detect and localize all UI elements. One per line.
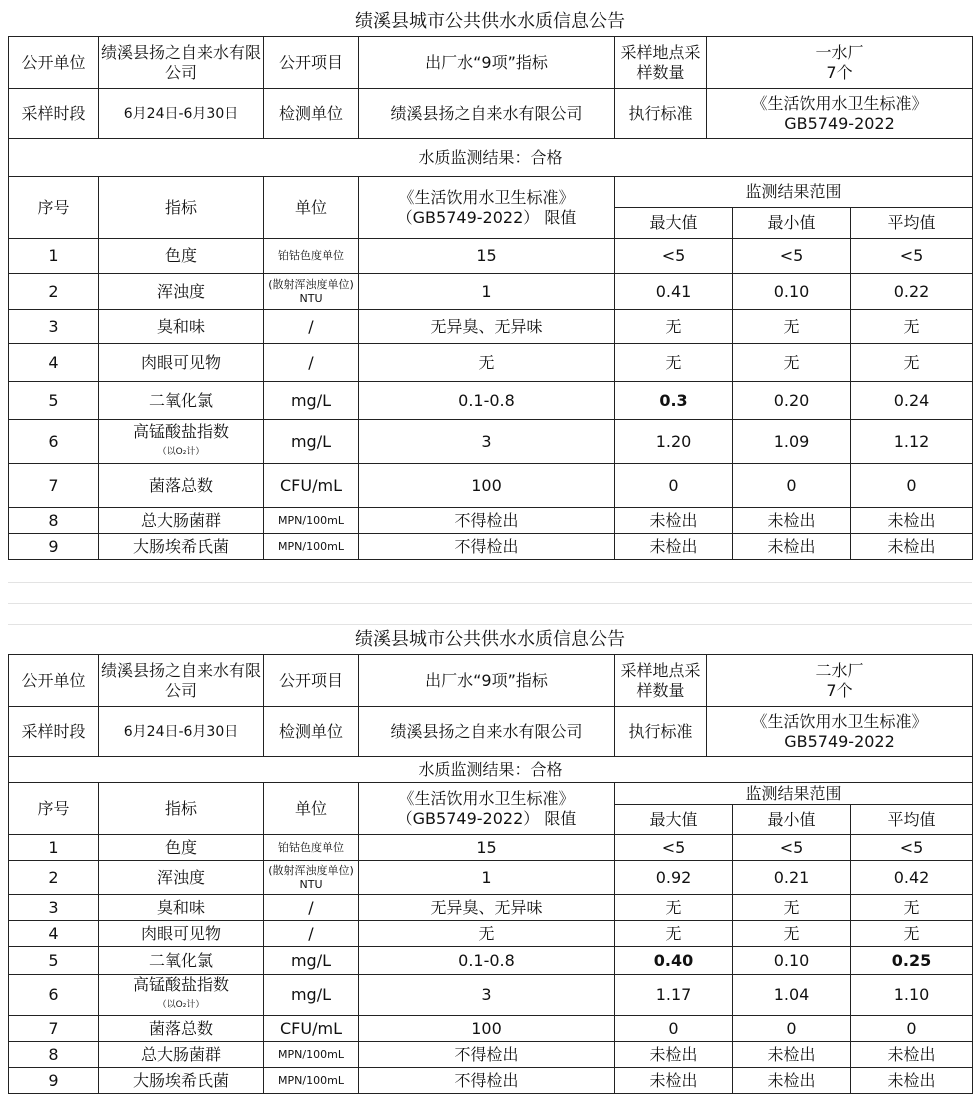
row-indicator: 大肠埃希氏菌	[99, 534, 264, 560]
row-indicator: 高锰酸盐指数	[132, 975, 229, 994]
site-value-cell	[707, 655, 973, 707]
row-limit: 100	[359, 464, 615, 508]
row-limit: 无	[359, 921, 615, 947]
row-min: 无	[733, 895, 851, 921]
header-max: 最大值	[615, 805, 733, 835]
report-title: 绩溪县城市公共供水水质信息公告	[355, 11, 625, 32]
row-no: 7	[9, 464, 99, 508]
row-unit: mg/L	[264, 975, 359, 1016]
lab-label: 检测单位	[264, 89, 359, 139]
period-value: 6月24日-6月30日	[99, 89, 264, 139]
row-indicator: 肉眼可见物	[99, 344, 264, 382]
lab-value: 绩溪县扬之自来水有限公司	[359, 89, 615, 139]
row-avg: 无	[851, 310, 973, 344]
row-min: 无	[733, 344, 851, 382]
std-label: 执行标准	[615, 89, 707, 139]
row-min: 1.09	[733, 420, 851, 464]
row-min: 0.10	[733, 947, 851, 975]
report-title: 绩溪县城市公共供水水质信息公告	[355, 629, 625, 650]
unit-label: 公开单位	[9, 655, 99, 707]
row-indicator: 菌落总数	[99, 1016, 264, 1042]
std-code: GB5749-2022	[784, 113, 895, 133]
lab-value: 绩溪县扬之自来水有限公司	[359, 707, 615, 757]
row-max: 未检出	[615, 1068, 733, 1094]
row-no: 8	[9, 508, 99, 534]
table-row	[9, 921, 973, 947]
row-limit: 不得检出	[359, 1042, 615, 1068]
row-indicator: 色度	[99, 835, 264, 861]
info-table	[8, 36, 973, 177]
info-table	[8, 654, 973, 783]
sample-count: 7个	[826, 62, 853, 82]
row-max: 1.20	[615, 420, 733, 464]
result-text: 水质监测结果：合格	[9, 139, 973, 177]
row-no: 4	[9, 921, 99, 947]
row-min: 未检出	[733, 1068, 851, 1094]
row-unit: CFU/mL	[264, 464, 359, 508]
row-unit: MPN/100mL	[264, 1042, 359, 1068]
row-indicator: 臭和味	[99, 310, 264, 344]
period-value: 6月24日-6月30日	[99, 707, 264, 757]
row-limit: 3	[359, 420, 615, 464]
row-avg: 0.42	[851, 861, 973, 895]
row-indicator: 二氧化氯	[99, 382, 264, 420]
header-limit-cell	[359, 177, 615, 239]
lab-label: 检测单位	[264, 707, 359, 757]
site-value: 二水厂	[815, 660, 864, 680]
row-unit: 铂钴色度单位	[264, 835, 359, 861]
unit-value: 绩溪县扬之自来水有限公司	[99, 37, 264, 89]
row-max: 0.40	[615, 947, 733, 975]
row-min: 无	[733, 921, 851, 947]
row-unit: (散射浑浊度单位) NTU	[264, 274, 359, 310]
std-value: 《生活饮用水卫生标准》	[751, 711, 928, 731]
header-limit-code: （GB5749-2022） 限值	[396, 808, 577, 828]
site-label: 采样地点采样数量	[615, 37, 707, 89]
unit-label: 公开单位	[9, 37, 99, 89]
row-max: 未检出	[615, 508, 733, 534]
row-avg: 无	[851, 921, 973, 947]
row-max: 0.3	[615, 382, 733, 420]
table-row	[9, 1068, 973, 1094]
row-avg: 0	[851, 464, 973, 508]
row-indicator: 色度	[99, 239, 264, 274]
project-label: 公开项目	[264, 37, 359, 89]
header-no: 序号	[9, 783, 99, 835]
row-indicator: 总大肠菌群	[99, 1042, 264, 1068]
period-label: 采样时段	[9, 707, 99, 757]
row-limit: 15	[359, 835, 615, 861]
result-text: 水质监测结果：合格	[9, 757, 973, 783]
header-limit-cell	[359, 783, 615, 835]
row-unit: mg/L	[264, 947, 359, 975]
row-min: 未检出	[733, 508, 851, 534]
site-value: 一水厂	[815, 42, 864, 62]
header-indicator: 指标	[99, 783, 264, 835]
row-unit: /	[264, 921, 359, 947]
row-avg: 0.25	[851, 947, 973, 975]
row-max: 无	[615, 921, 733, 947]
header-range: 监测结果范围	[615, 783, 973, 805]
table-row	[9, 420, 973, 464]
header-unit: 单位	[264, 783, 359, 835]
row-avg: 无	[851, 344, 973, 382]
row-avg: <5	[851, 239, 973, 274]
row-limit: 0.1-0.8	[359, 947, 615, 975]
project-label: 公开项目	[264, 655, 359, 707]
row-max: 未检出	[615, 1042, 733, 1068]
row-no: 3	[9, 895, 99, 921]
row-no: 5	[9, 382, 99, 420]
header-min: 最小值	[733, 805, 851, 835]
row-indicator: 总大肠菌群	[99, 508, 264, 534]
row-indicator: 高锰酸盐指数	[132, 421, 229, 441]
table-row	[9, 975, 973, 1016]
row-unit: /	[264, 310, 359, 344]
row-min: 0.20	[733, 382, 851, 420]
row-unit: CFU/mL	[264, 1016, 359, 1042]
row-indicator: 臭和味	[99, 895, 264, 921]
row-indicator-cell	[99, 975, 264, 1016]
results-table	[8, 782, 973, 1094]
table-row	[9, 1042, 973, 1068]
std-value-cell	[707, 707, 973, 757]
std-code: GB5749-2022	[784, 731, 895, 751]
row-min: 0	[733, 464, 851, 508]
row-indicator: 二氧化氯	[99, 947, 264, 975]
row-min: 未检出	[733, 1042, 851, 1068]
row-unit: (散射浑浊度单位) NTU	[264, 861, 359, 895]
project-value: 出厂水“9项”指标	[359, 37, 615, 89]
row-no: 2	[9, 861, 99, 895]
row-max: 0	[615, 1016, 733, 1042]
row-avg: 无	[851, 895, 973, 921]
row-max: <5	[615, 835, 733, 861]
table-row	[9, 947, 973, 975]
row-limit: 100	[359, 1016, 615, 1042]
row-max: <5	[615, 239, 733, 274]
row-limit: 不得检出	[359, 534, 615, 560]
table-row	[9, 861, 973, 895]
row-limit: 无异臭、无异味	[359, 895, 615, 921]
row-unit: MPN/100mL	[264, 534, 359, 560]
table-row	[9, 1016, 973, 1042]
row-indicator-sub: （以O₂计）	[157, 1000, 205, 1010]
table-row	[9, 895, 973, 921]
report-water-plant-1	[8, 8, 972, 560]
row-max: 无	[615, 310, 733, 344]
row-unit: MPN/100mL	[264, 508, 359, 534]
table-row	[9, 310, 973, 344]
row-min: 0	[733, 1016, 851, 1042]
row-limit: 无	[359, 344, 615, 382]
site-value-cell	[707, 37, 973, 89]
std-value-cell	[707, 89, 973, 139]
row-avg: 0	[851, 1016, 973, 1042]
row-no: 2	[9, 274, 99, 310]
row-unit: mg/L	[264, 420, 359, 464]
row-avg: 1.10	[851, 975, 973, 1016]
row-unit: MPN/100mL	[264, 1068, 359, 1094]
header-avg: 平均值	[851, 805, 973, 835]
header-limit-code: （GB5749-2022） 限值	[396, 207, 577, 227]
row-indicator-cell	[99, 420, 264, 464]
row-no: 5	[9, 947, 99, 975]
period-label: 采样时段	[9, 89, 99, 139]
header-min: 最小值	[733, 208, 851, 239]
std-value: 《生活饮用水卫生标准》	[751, 93, 928, 113]
header-indicator: 指标	[99, 177, 264, 239]
row-limit: 15	[359, 239, 615, 274]
row-max: 未检出	[615, 534, 733, 560]
row-min: 未检出	[733, 534, 851, 560]
row-avg: 未检出	[851, 508, 973, 534]
row-indicator: 浑浊度	[99, 861, 264, 895]
header-max: 最大值	[615, 208, 733, 239]
row-max: 1.17	[615, 975, 733, 1016]
row-min: 1.04	[733, 975, 851, 1016]
row-limit: 0.1-0.8	[359, 382, 615, 420]
sample-count: 7个	[826, 680, 853, 700]
row-avg: 0.22	[851, 274, 973, 310]
row-unit: mg/L	[264, 382, 359, 420]
table-row	[9, 835, 973, 861]
row-max: 无	[615, 895, 733, 921]
header-range: 监测结果范围	[615, 177, 973, 208]
project-value: 出厂水“9项”指标	[359, 655, 615, 707]
row-unit: /	[264, 344, 359, 382]
row-no: 6	[9, 975, 99, 1016]
row-avg: 未检出	[851, 1068, 973, 1094]
row-no: 9	[9, 1068, 99, 1094]
row-avg: 未检出	[851, 534, 973, 560]
row-indicator: 菌落总数	[99, 464, 264, 508]
row-no: 7	[9, 1016, 99, 1042]
row-limit: 3	[359, 975, 615, 1016]
row-avg: 未检出	[851, 1042, 973, 1068]
row-max: 0	[615, 464, 733, 508]
row-avg: 1.12	[851, 420, 973, 464]
row-limit: 不得检出	[359, 508, 615, 534]
row-max: 0.41	[615, 274, 733, 310]
table-row	[9, 534, 973, 560]
row-no: 1	[9, 239, 99, 274]
table-row	[9, 508, 973, 534]
row-min: <5	[733, 835, 851, 861]
row-unit: /	[264, 895, 359, 921]
row-no: 1	[9, 835, 99, 861]
row-avg: 0.24	[851, 382, 973, 420]
row-limit: 无异臭、无异味	[359, 310, 615, 344]
row-indicator: 大肠埃希氏菌	[99, 1068, 264, 1094]
row-max: 0.92	[615, 861, 733, 895]
report-water-plant-2	[8, 626, 972, 1094]
header-unit: 单位	[264, 177, 359, 239]
row-min: 0.21	[733, 861, 851, 895]
row-no: 9	[9, 534, 99, 560]
table-row	[9, 239, 973, 274]
row-max: 无	[615, 344, 733, 382]
row-no: 6	[9, 420, 99, 464]
row-no: 3	[9, 310, 99, 344]
row-avg: <5	[851, 835, 973, 861]
std-label: 执行标准	[615, 707, 707, 757]
row-no: 8	[9, 1042, 99, 1068]
unit-value: 绩溪县扬之自来水有限公司	[99, 655, 264, 707]
header-avg: 平均值	[851, 208, 973, 239]
row-min: 无	[733, 310, 851, 344]
table-row	[9, 274, 973, 310]
row-indicator: 肉眼可见物	[99, 921, 264, 947]
header-limit: 《生活饮用水卫生标准》	[398, 187, 575, 207]
row-limit: 1	[359, 861, 615, 895]
header-limit: 《生活饮用水卫生标准》	[398, 788, 575, 808]
row-limit: 不得检出	[359, 1068, 615, 1094]
table-row	[9, 464, 973, 508]
spreadsheet-gap	[8, 562, 972, 624]
row-indicator-sub: （以O₂计）	[157, 446, 205, 457]
row-indicator: 浑浊度	[99, 274, 264, 310]
row-limit: 1	[359, 274, 615, 310]
row-min: 0.10	[733, 274, 851, 310]
row-unit: 铂钴色度单位	[264, 239, 359, 274]
results-table	[8, 176, 973, 560]
header-no: 序号	[9, 177, 99, 239]
table-row	[9, 344, 973, 382]
table-row	[9, 382, 973, 420]
row-min: <5	[733, 239, 851, 274]
row-no: 4	[9, 344, 99, 382]
site-label: 采样地点采样数量	[615, 655, 707, 707]
